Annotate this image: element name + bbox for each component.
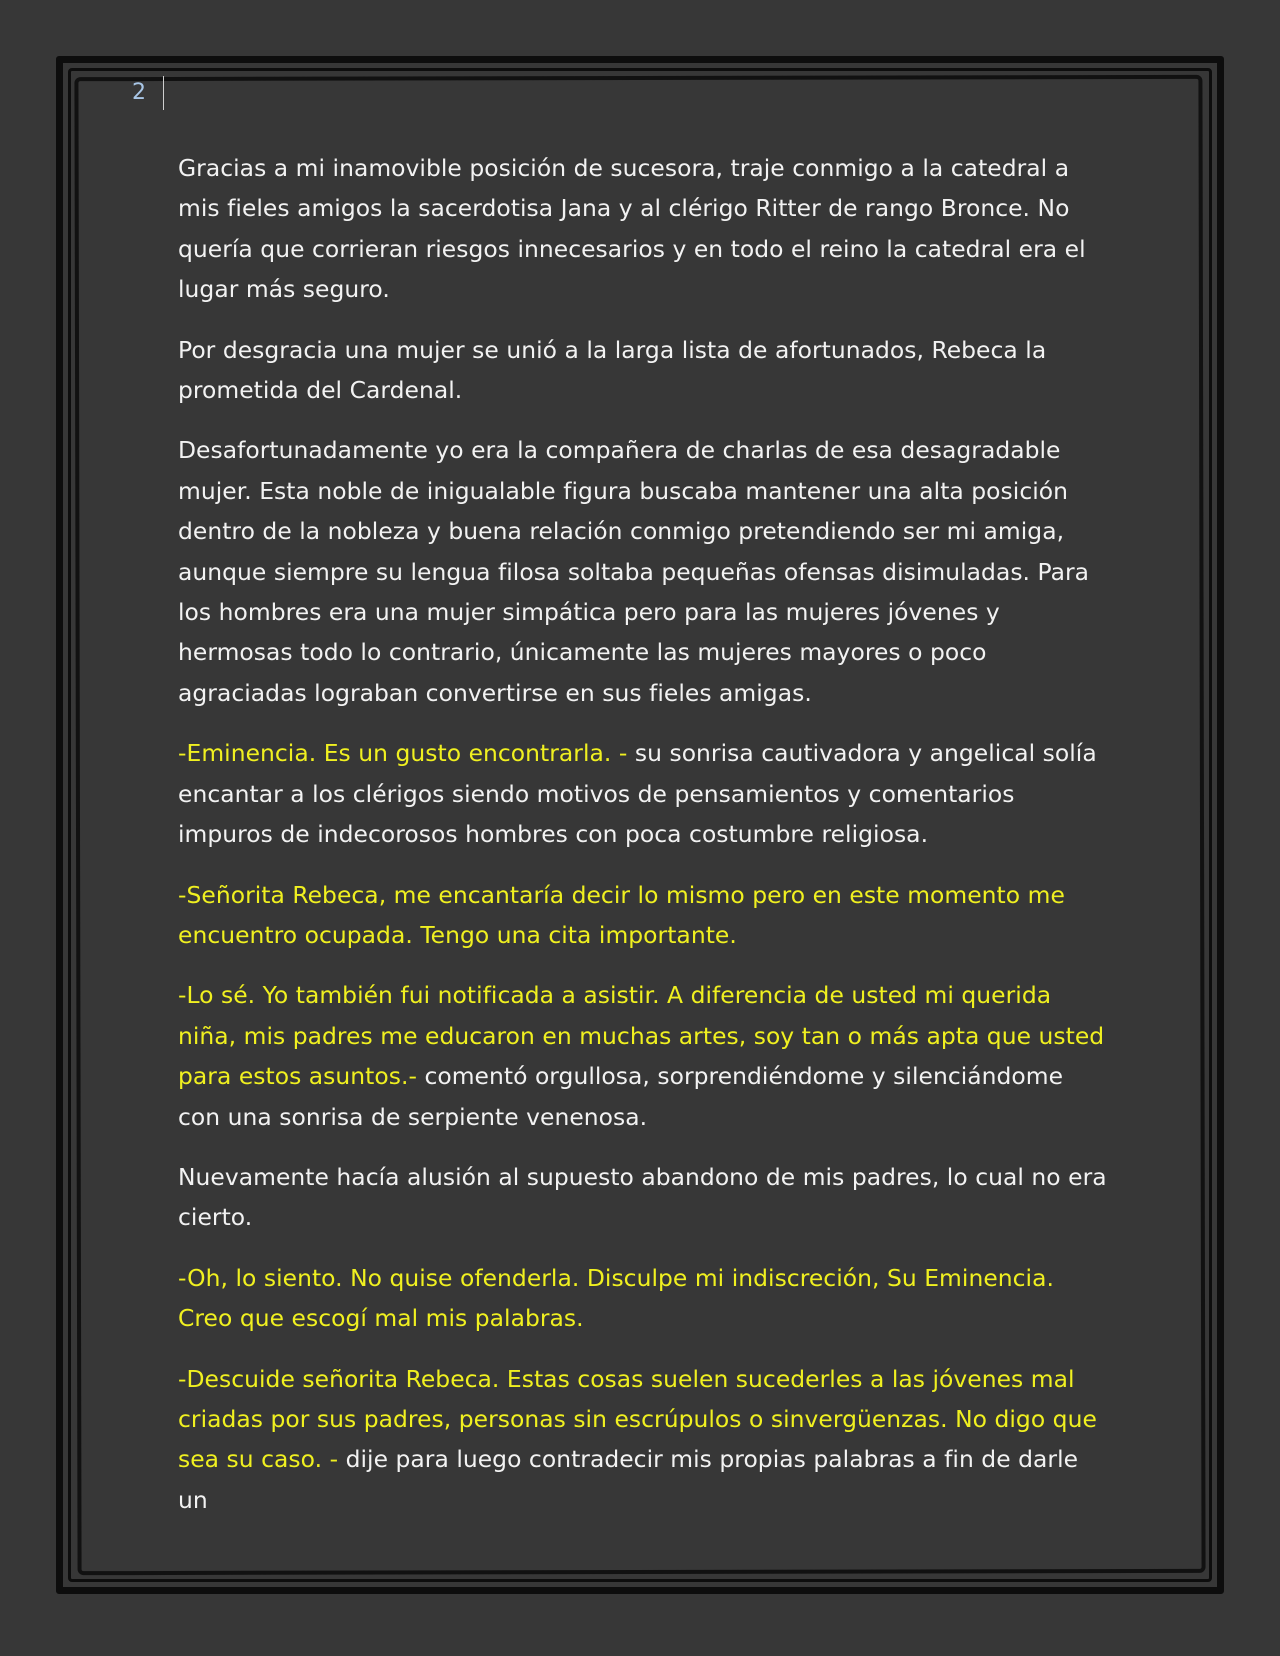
narration-text: Gracias a mi inamovible posición de sucesora, traje conmigo a la catedral a mis fieles amigos la sacerdotisa Jana y al clérigo Ritter de rango Bronce. No quería que corrieran riesgos innecesarios y en todo el reino la catedral era el lugar más seguro. (178, 154, 1086, 304)
dialogue-text: -Oh, lo siento. No quise ofenderla. Disculpe mi indiscreción, Su Eminencia. Creo que escogí mal mis palabras. (178, 1263, 1054, 1333)
paragraph (178, 733, 1112, 854)
story-text (178, 148, 1112, 1540)
paragraph (178, 875, 1112, 956)
narration-text: dije para luego contradecir mis propias palabras a fin de darle un (178, 1445, 1079, 1514)
paragraph (178, 148, 1112, 310)
page-number: 2 (132, 76, 164, 110)
paragraph (178, 1157, 1112, 1238)
dialogue-text: -Eminencia. Es un gusto encontrarla. - (178, 739, 635, 768)
paragraph (178, 1258, 1112, 1339)
dialogue-text: -Lo sé. Yo también fui notificada a asistir. A diferencia de usted mi querida niña, mis padres me educaron en muchas artes, soy tan o más apta que usted para estos asuntos.- (178, 981, 1105, 1091)
narration-text: Por desgracia una mujer se unió a la larga lista de afortunados, Rebeca la prometida del Cardenal. (178, 335, 1047, 405)
narration-text: Nuevamente hacía alusión al supuesto abandono de mis padres, lo cual no era cierto. (178, 1162, 1107, 1232)
dialogue-text: -Señorita Rebeca, me encantaría decir lo mismo pero en este momento me encuentro ocupada. Tengo una cita importante. (178, 880, 1065, 949)
paragraph (178, 1359, 1112, 1521)
dialogue-text: -Descuide señorita Rebeca. Estas cosas suelen sucederles a las jóvenes mal criadas por sus padres, personas sin escrúpulos o sinvergüenzas. No digo que sea su caso. - (178, 1364, 1097, 1474)
paragraph (178, 330, 1112, 411)
paragraph (178, 975, 1112, 1137)
narration-text: comentó orgullosa, sorprendiéndome y silenciándome con una sonrisa de serpiente venenosa. (178, 1062, 1064, 1131)
narration-text: su sonrisa cautivadora y angelical solía encantar a los clérigos siendo motivos de pensamientos y comentarios impuros de indecorosos hombres con poca costumbre religiosa. (178, 739, 1097, 849)
paragraph (178, 430, 1112, 713)
narration-text: Desafortunadamente yo era la compañera de charlas de esa desagradable mujer. Esta noble de inigualable figura buscaba mantener una alta posición dentro de la nobleza y buena relación conmigo pretendiendo ser mi amiga, aunque siempre su lengua filosa soltaba pequeñas ofensas disimuladas. Para los hombres era una mujer simpática pero para las mujeres jóvenes y hermosas todo lo contrario, únicamente las mujeres mayores o poco agraciadas lograban convertirse en sus fieles amigas. (178, 436, 1090, 707)
